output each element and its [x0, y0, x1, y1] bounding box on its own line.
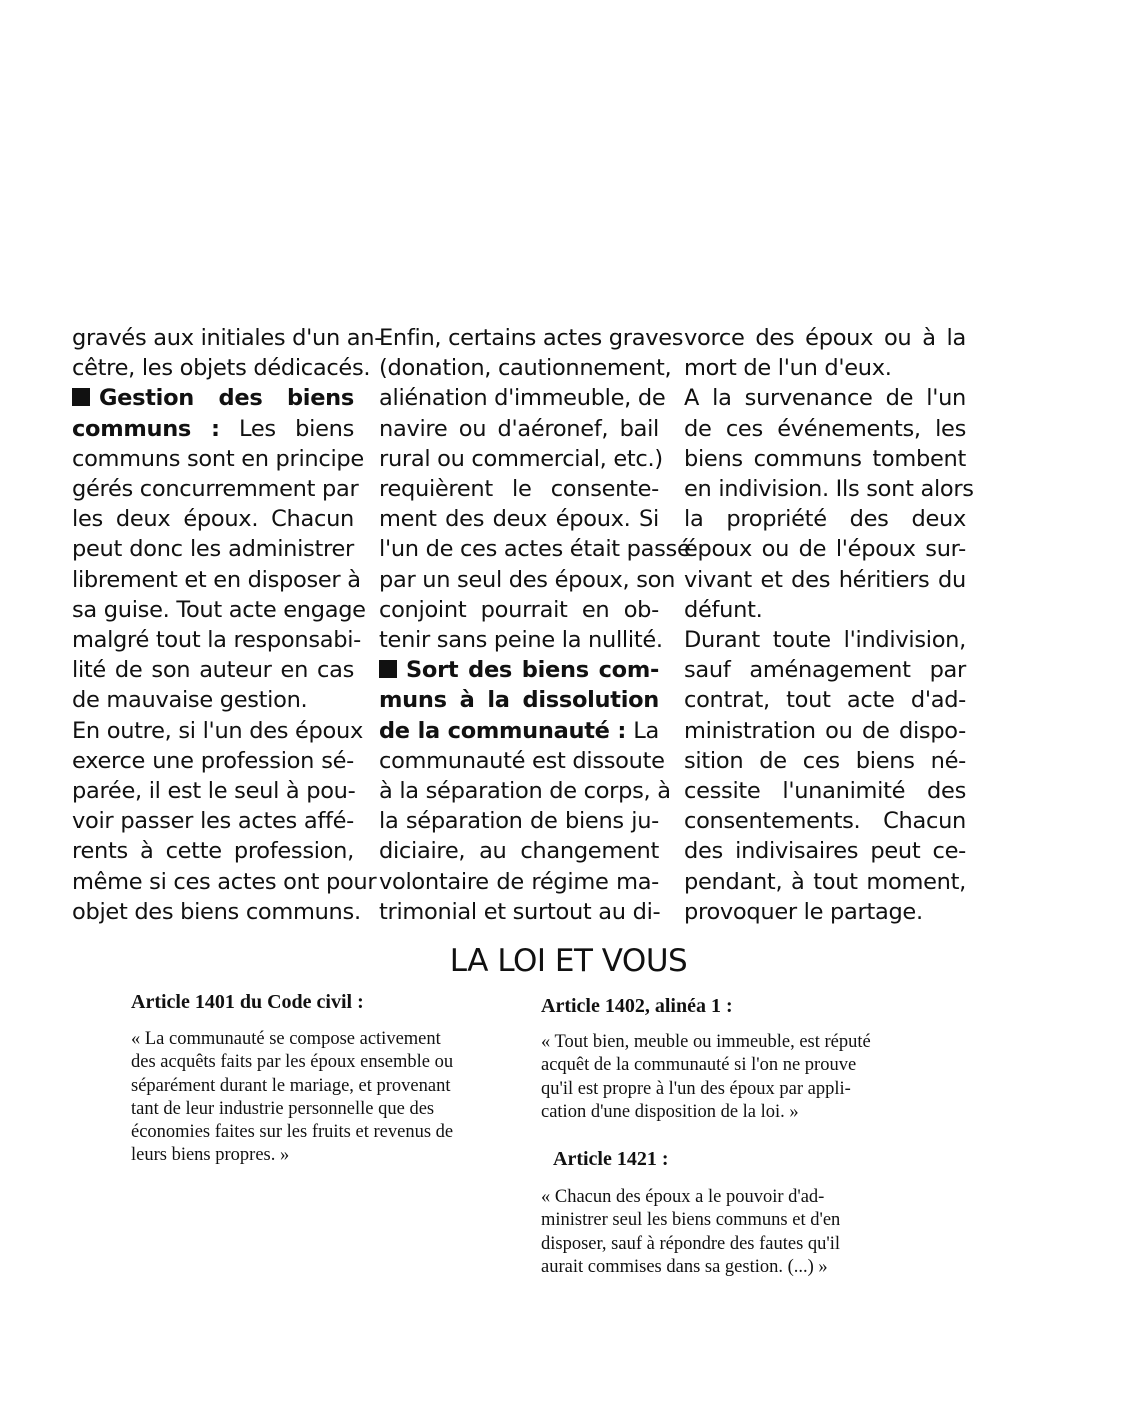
line-text: en indivision. Ils sont alors — [684, 476, 974, 503]
law-section-title: LA LOI ET VOUS — [449, 943, 688, 979]
column-1-line — [72, 716, 363, 746]
article-1401-heading: Article 1401 du Code civil : — [131, 991, 364, 1013]
column-2-line — [379, 625, 663, 655]
line-text: époux ou de l'époux sur- — [684, 536, 966, 563]
line-text: Les biens — [219, 415, 354, 442]
line-text: objet des biens communs. — [72, 898, 361, 925]
art1401-line: tant de leur industrie personnelle que des — [131, 1098, 435, 1119]
line-text: ment des deux époux. Si — [379, 506, 659, 533]
line-text: La — [626, 717, 659, 744]
column-3-line — [684, 444, 966, 474]
column-1-line — [72, 655, 354, 685]
line-text: conjoint pourrait en ob- — [379, 596, 659, 623]
column-3-line — [684, 685, 966, 715]
line-text: librement et en disposer à — [72, 566, 361, 593]
column-1-line — [72, 414, 354, 444]
article-1402-text — [541, 1031, 911, 1124]
article-1421-text — [541, 1186, 913, 1279]
line-text: communauté est dissoute — [379, 747, 665, 774]
art1401-line: des acquêts faits par les époux ensemble ou — [131, 1052, 454, 1073]
line-text: malgré tout la responsabi- — [72, 627, 361, 654]
art1402-line: acquêt de la communauté si l'on ne prouve — [541, 1055, 857, 1076]
column-3-line — [684, 595, 966, 625]
column-2-line — [379, 323, 684, 353]
art1401-line: « La communauté se compose activement — [131, 1029, 441, 1049]
art1401-line: leurs biens propres. » — [131, 1145, 290, 1166]
column-3-line — [684, 534, 966, 564]
column-3-line — [684, 565, 966, 595]
column-2-line — [379, 534, 691, 564]
column-3-line — [684, 867, 966, 897]
line-text: la propriété des deux — [684, 506, 966, 533]
line-text: rents à cette profession, — [72, 838, 354, 865]
art1421-line: aurait commises dans sa gestion. (...) » — [541, 1256, 828, 1277]
column-1-line — [72, 595, 366, 625]
column-2-line — [379, 897, 659, 927]
line-text: même si ces actes ont pour — [72, 868, 377, 895]
column-2-line — [379, 444, 663, 474]
line-text: consentements. Chacun — [684, 808, 966, 835]
line-text: mort de l'un d'eux. — [684, 355, 892, 382]
column-2-line — [379, 806, 659, 836]
section-heading: Sort des biens com- — [406, 657, 659, 684]
section-heading: de la communauté : — [379, 717, 627, 744]
column-2-line — [379, 474, 659, 504]
line-text: gravés aux initiales d'un an- — [72, 325, 383, 351]
art1402-line: qu'il est propre à l'un des époux par appli- — [541, 1078, 851, 1099]
line-text: voir passer les actes affé- — [72, 808, 354, 835]
article-1401-text — [131, 1028, 503, 1168]
line-text: des indivisaires peut ce- — [684, 838, 966, 865]
art1401-line: économies faites sur les fruits et revenus de — [131, 1122, 454, 1143]
line-text: de mauvaise gestion. — [72, 687, 308, 714]
column-1-line — [72, 565, 361, 595]
line-text: tenir sans peine la nullité. — [379, 627, 663, 654]
line-text: provoquer le partage. — [684, 898, 923, 925]
article-column-2 — [379, 323, 691, 933]
line-text: exerce une profession sé- — [72, 747, 354, 774]
line-text: En outre, si l'un des époux — [72, 717, 363, 744]
column-2-line — [379, 414, 659, 444]
line-text: communs sont en principe — [72, 445, 364, 472]
column-3-line — [684, 836, 966, 866]
line-text: cêtre, les objets dédicacés. — [72, 355, 371, 382]
line-text: pendant, à tout moment, — [684, 868, 966, 895]
art1421-line: disposer, sauf à répondre des fautes qu'il — [541, 1233, 841, 1254]
column-1-line — [72, 776, 354, 806]
column-2-line — [379, 716, 659, 746]
line-text: Durant toute l'indivision, — [684, 627, 966, 654]
column-2-line — [379, 595, 659, 625]
column-3-line — [684, 383, 966, 413]
line-text: de ces événements, les — [684, 415, 966, 442]
column-2-line — [379, 565, 676, 595]
column-1-line — [72, 746, 354, 776]
column-1-line — [72, 474, 359, 504]
section-heading: Gestion des biens — [99, 385, 354, 412]
article-column-3 — [684, 323, 974, 933]
column-3-line — [684, 716, 966, 746]
line-text: diciaire, au changement — [379, 838, 659, 865]
article-1402-heading: Article 1402, alinéa 1 : — [541, 995, 733, 1017]
column-1-line — [72, 685, 354, 715]
column-1-line — [72, 383, 354, 413]
column-3-line — [684, 776, 966, 806]
column-3-line — [684, 414, 966, 444]
column-2-line — [379, 504, 659, 534]
line-text: aliénation d'immeuble, de — [379, 385, 666, 412]
art1402-line: « Tout bien, meuble ou immeuble, est réputé — [541, 1032, 871, 1052]
line-text: A la survenance de l'un — [684, 385, 966, 412]
line-text: sauf aménagement par — [684, 657, 966, 684]
column-2-line — [379, 685, 659, 715]
line-text: peut donc les administrer — [72, 536, 354, 563]
column-3-line — [684, 323, 966, 353]
column-2-line — [379, 867, 659, 897]
column-1-line — [72, 806, 354, 836]
column-3-line — [684, 746, 966, 776]
column-3-line — [684, 474, 974, 504]
column-2-line — [379, 836, 659, 866]
section-heading: communs : — [72, 415, 220, 442]
line-text: Enfin, certains actes graves — [379, 325, 684, 351]
line-text: les deux époux. Chacun — [72, 506, 354, 533]
line-text: à la séparation de corps, à — [379, 778, 671, 805]
line-text: parée, il est le seul à pou- — [72, 778, 356, 805]
column-1-line — [72, 867, 377, 897]
article-1421-heading: Article 1421 : — [553, 1148, 669, 1170]
column-2-line — [379, 655, 659, 685]
line-text: par un seul des époux, son — [379, 566, 676, 593]
line-text: ministration ou de dispo- — [684, 717, 966, 744]
line-text: requièrent le consente- — [379, 476, 659, 503]
column-2-line — [379, 383, 666, 413]
column-2-line — [379, 746, 665, 776]
line-text: vivant et des héritiers du — [684, 566, 966, 593]
column-1-line — [72, 444, 364, 474]
line-text: la séparation de biens ju- — [379, 808, 659, 835]
line-text: sa guise. Tout acte engage — [72, 596, 366, 623]
column-1-line — [72, 323, 383, 353]
line-text: rural ou commercial, etc.) — [379, 445, 663, 472]
section-bullet-icon — [379, 660, 397, 678]
column-3-line — [684, 897, 966, 927]
column-2-line — [379, 776, 671, 806]
column-1-line — [72, 897, 361, 927]
column-3-line — [684, 353, 966, 383]
column-1-line — [72, 836, 354, 866]
section-bullet-icon — [72, 388, 90, 406]
line-text: cessite l'unanimité des — [684, 778, 966, 805]
line-text: contrat, tout acte d'ad- — [684, 687, 966, 714]
column-3-line — [684, 625, 966, 655]
art1421-line: « Chacun des époux a le pouvoir d'ad- — [541, 1187, 825, 1207]
art1401-line: séparément durant le mariage, et provenant — [131, 1075, 451, 1096]
line-text: (donation, cautionnement, — [379, 355, 672, 382]
column-1-line — [72, 353, 371, 383]
art1421-line: ministrer seul les biens communs et d'en — [541, 1210, 841, 1231]
line-text: volontaire de régime ma- — [379, 868, 659, 895]
column-1-line — [72, 534, 354, 564]
line-text: défunt. — [684, 596, 763, 623]
section-heading: muns à la dissolution — [379, 687, 659, 714]
line-text: sition de ces biens né- — [684, 747, 966, 774]
line-text: navire ou d'aéronef, bail — [379, 415, 659, 442]
line-text: l'un de ces actes était passé — [379, 536, 691, 563]
line-text: biens communs tombent — [684, 445, 966, 472]
column-2-line — [379, 353, 672, 383]
line-text: gérés concurremment par — [72, 476, 359, 503]
column-3-line — [684, 504, 966, 534]
article-column-1 — [72, 323, 383, 933]
column-3-line — [684, 655, 966, 685]
line-text: lité de son auteur en cas — [72, 657, 354, 684]
line-text: trimonial et surtout au di- — [379, 898, 661, 925]
column-3-line — [684, 806, 966, 836]
column-1-line — [72, 625, 361, 655]
art1402-line: cation d'une disposition de la loi. » — [541, 1101, 799, 1122]
line-text: vorce des époux ou à la — [684, 325, 966, 351]
column-1-line — [72, 504, 354, 534]
